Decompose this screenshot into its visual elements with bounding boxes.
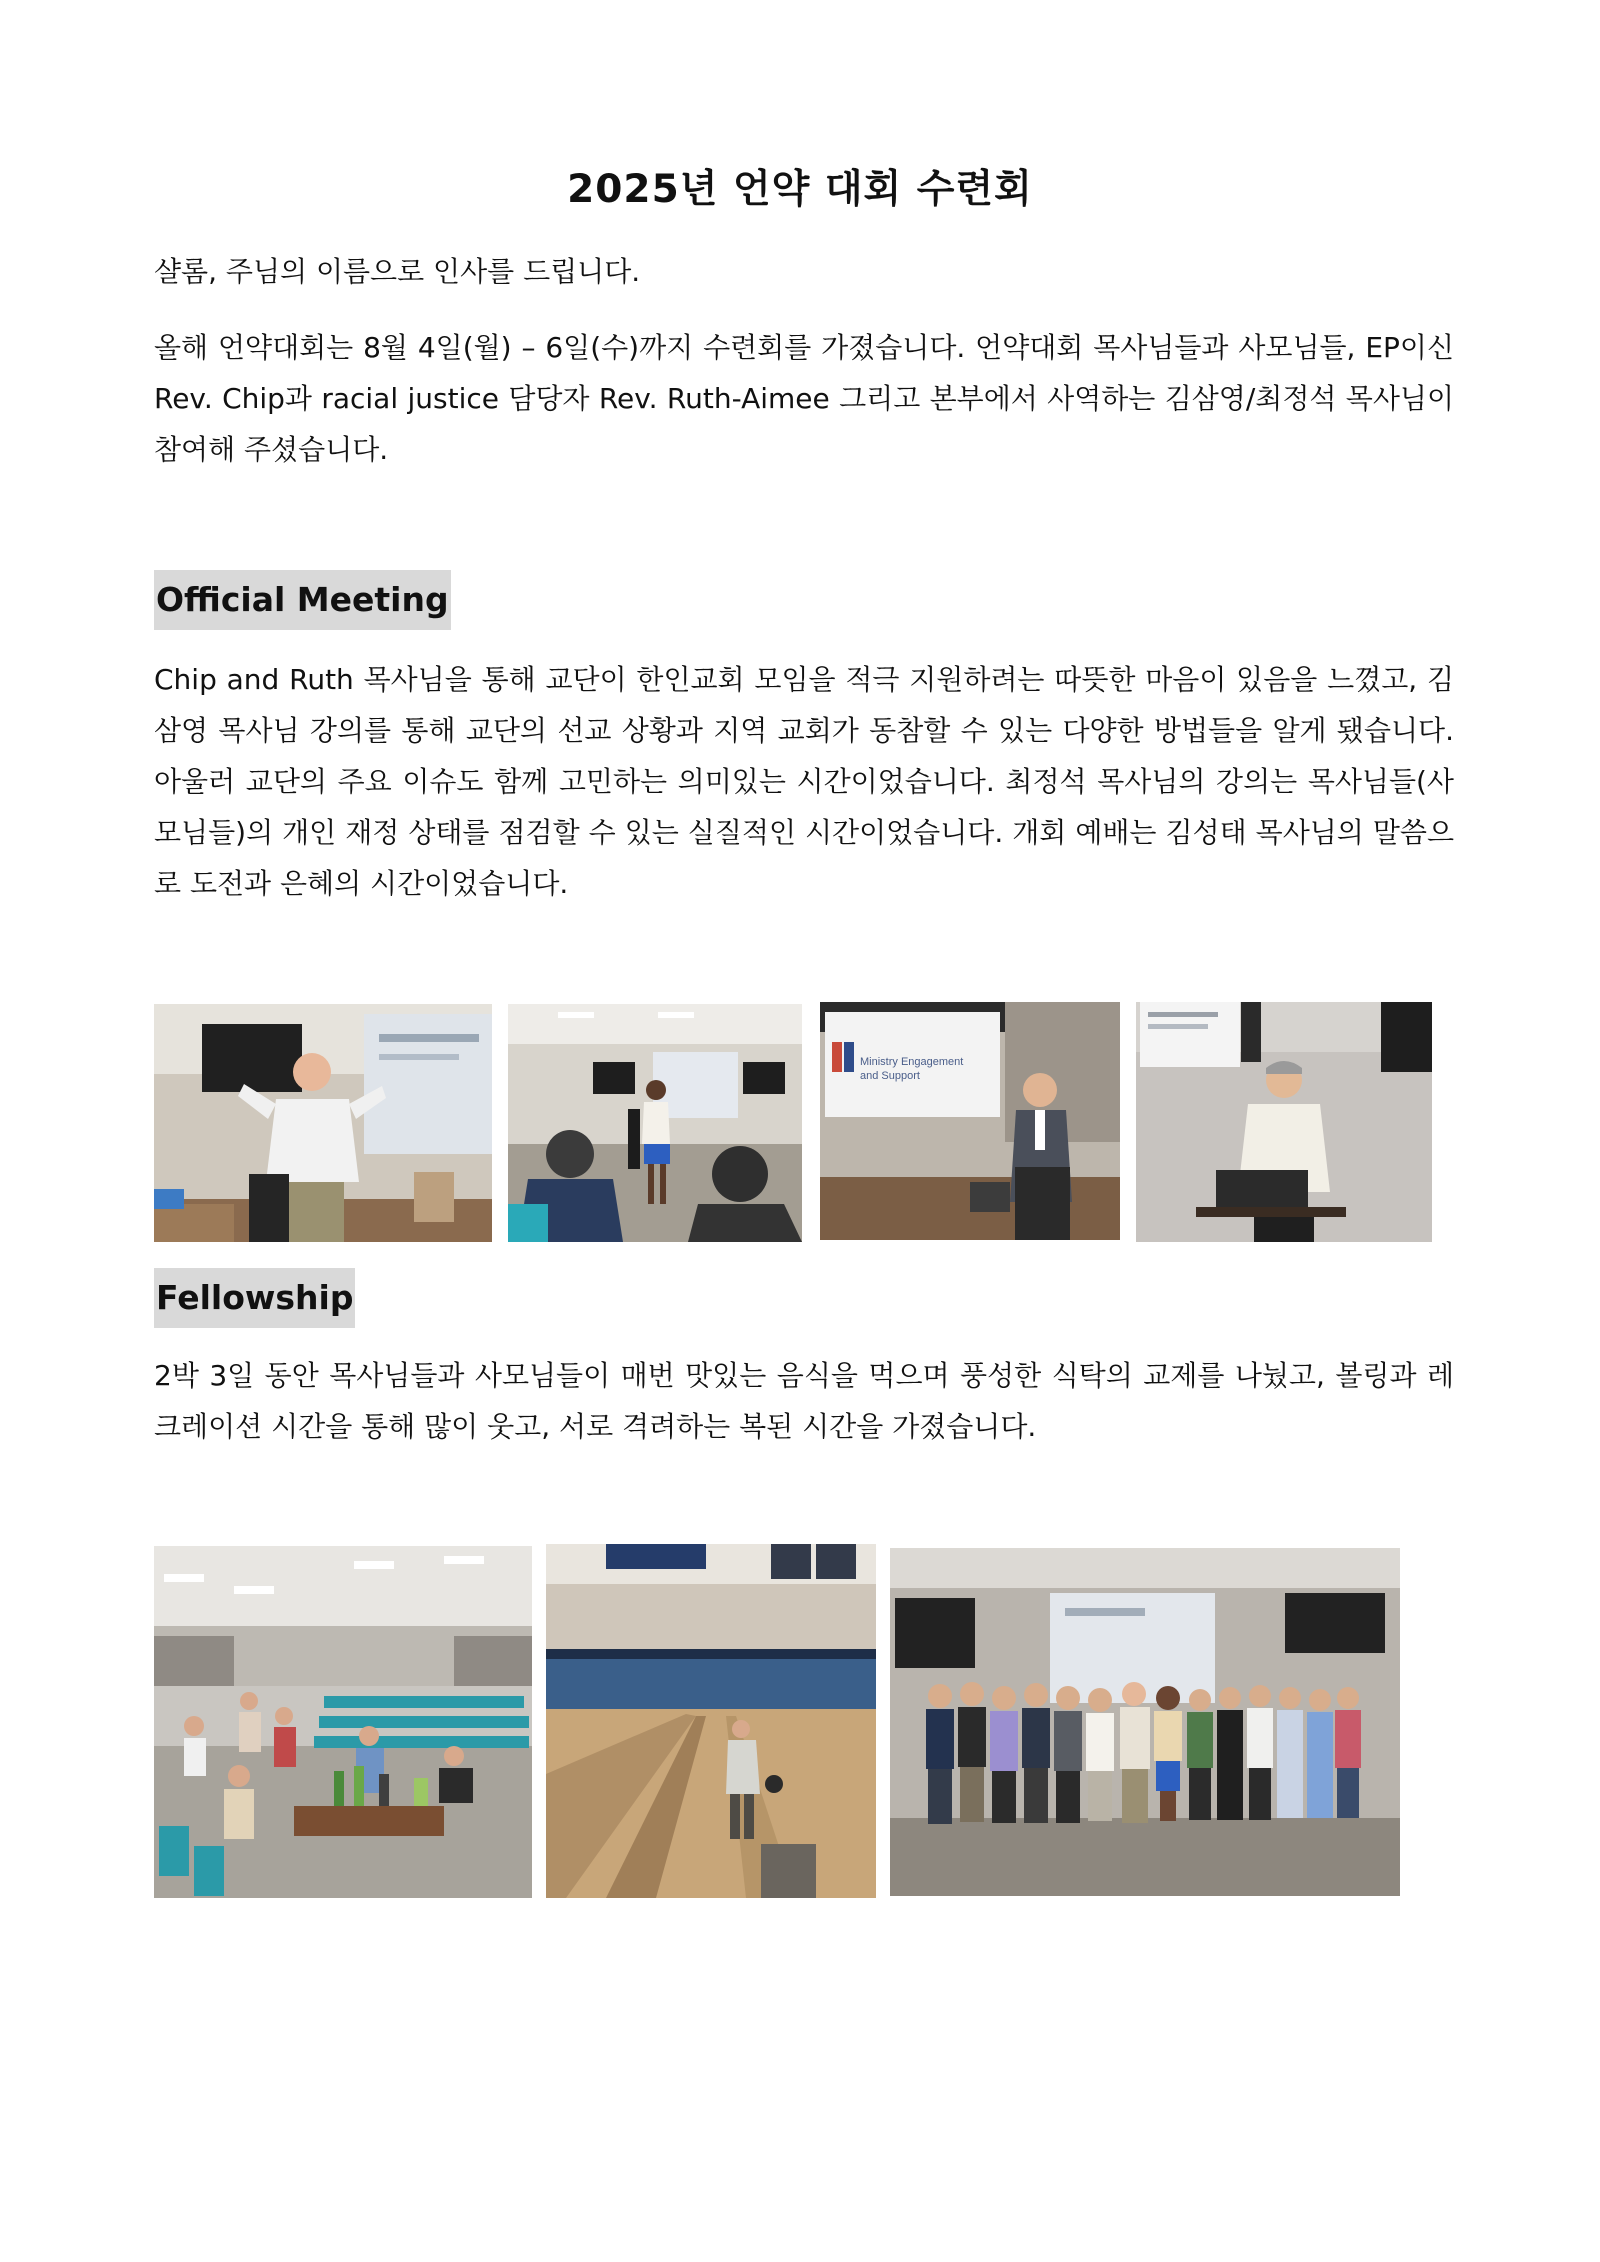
photo-speaker-laptop <box>1136 1002 1432 1242</box>
official-meeting-heading: Official Meeting <box>154 570 451 630</box>
photo-fellowship-hall <box>154 1546 532 1898</box>
intro-paragraph: 올해 언약대회는 8월 4일(월) – 6일(수)까지 수련회를 가졌습니다. 언약대회 목사님들과 사모님들, EP이신 Rev. Chip과 racial justice 담당자 Rev. Ruth-Aimee 그리고 본부에서 사역하는 김삼영/최정석 목사님이 참여해 주셨습니다. <box>154 331 1454 466</box>
official-meeting-paragraph: Chip and Ruth 목사님을 통해 교단이 한인교회 모임을 적극 지원하려는 따뜻한 마음이 있음을 느꼈고, 김삼영 목사님 강의를 통해 교단의 선교 상황과 지역 교회가 동참할 수 있는 다양한 방법들을 알게 됐습니다. 아울러 교단의 주요 이슈도 함께 고민하는 의미있는 시간이었습니다. 최정석 목사님의 강의는 목사님들(사모님들)의 개인 재정 상태를 점검할 수 있는 실질적인 시간이었습니다. 개회 예배는 김성태 목사님의 말씀으로 도전과 은혜의 시간이었습니다. <box>154 663 1454 900</box>
slide-text-line-1: Ministry Engagement <box>860 1056 964 1068</box>
page-title: 2025년 언약 대회 수련회 <box>567 167 1033 212</box>
photo-speaker-chip <box>154 1004 492 1242</box>
photo-speaker-ministry-slide <box>820 1002 1120 1240</box>
fellowship-paragraph: 2박 3일 동안 목사님들과 사모님들이 매번 맛있는 음식을 먹으며 풍성한 식탁의 교제를 나눴고, 볼링과 레크레이션 시간을 통해 많이 웃고, 서로 격려하는 복된 시간을 가졌습니다. <box>154 1359 1454 1443</box>
fellowship-heading: Fellowship <box>154 1268 355 1328</box>
greeting-text: 샬롬, 주님의 이름으로 인사를 드립니다. <box>154 255 641 288</box>
photo-speaker-ruth <box>508 1004 802 1242</box>
slide-text-line-2: and Support <box>860 1070 920 1082</box>
photo-group <box>890 1548 1400 1896</box>
photo-bowling <box>546 1544 876 1898</box>
